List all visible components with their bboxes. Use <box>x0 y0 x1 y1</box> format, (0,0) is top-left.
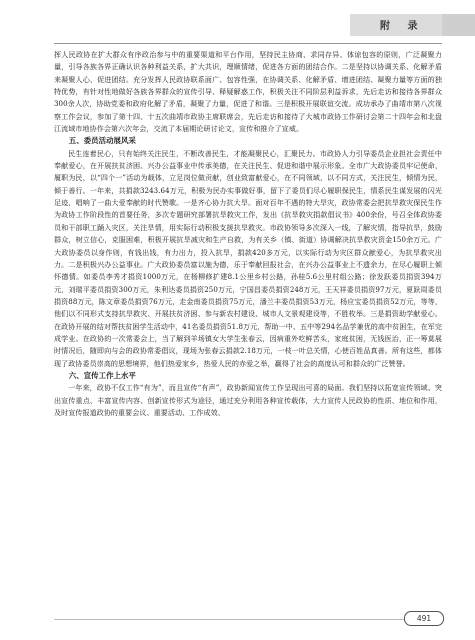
paragraph-3: 一年来，政协不仅工作“有为”，而且宣传“有声”，政协新闻宣传工作呈现出可喜的局面。我们坚持以拓宽宣传领域、突出宣传重点、丰富宣传内容、创新宣传形式为途径，通过充分利用各种宣传载体，大力宣传人民政协的性质、地位和作用，及时宣传报道政协的重要会议、重要活动、工作成效、 <box>54 383 442 417</box>
section-heading-5: 五、委员活动展风采 <box>68 136 136 146</box>
header-decoration-band <box>442 14 475 36</box>
section-heading-6: 六、宣传工作上水平 <box>68 370 136 380</box>
header-rule <box>54 43 442 44</box>
footer-rule <box>54 619 404 620</box>
paragraph-2: 民生连着民心，只有始终关注民生，不断改善民生，才能凝聚民心，汇聚民力。市政协人力引导委员企业担社会责任中奉献爱心，在开展扶贫济困、兴办公益事业中传承美德，在关注民生、促进和谐中展示形象。全市广大政协委员牢记使命，履职为民，以“四个一”活动为载体，立足岗位做贡献，创业致富献爱心，在不同领域，以不同方式，关注民生，倾情为民，倾于善行。一年来，共捐款3243.64万元，积极为民办实事做好事，留下了委员们尽心履职保民生，情系民生谋发展的闪光足迹，唱响了一曲大爱奉献的时代赞歌。一是齐心协力抗大旱。面对百年不遇的特大旱灾，政协常委会把抗旱救灾保民生作为政协工作阶段性的首要任务，多次专题研究部署抗旱救灾工作，发出《抗旱救灾捐款倡议书》400余份，号召全体政协委员和干部职工踊入灾区，关注旱情，用实际行动积极支援抗旱救灾。市政协领导多次深入一线，了解灾情，指导抗旱，鼓励群众，树立信心，克服困难，积极开展抗旱减灾和生产自救，为有关乡（镇、街道）协调解决抗旱救灾资金150余万元。广大政协委员以身作则，有钱出钱，有力出力，投入抗旱，捐款420多万元，以实际行动为灾区群众献爱心，为抗旱救灾出力。二是积极兴办公益事业。广大政协委员富以施为德，乐于奉献回报社会，在兴办公益事业上不遗余力，在尽心履职上倾怀德情。如委员李秀才捐资1000万元，在杨柳修扩建8.1公里乡村公路，孙桂5.6公里村组公路；徐发跃委员捐资394万元，刘瑞平委员捐资300万元，朱利达委员捐资250万元，宁国昌委员捐资248万元，王天祥委员捐资97万元，夏跃周委员捐资88万元，陈文章委员捐资76万元，走金南委员捐资75万元，潘兰丰委员捐资53万元，杨应宝委员捐资52万元，等等，他们以不同形式支持抗旱救灾、开展扶贫济困、参与新农村建设、城市人文景观建设等，不胜枚举。三是捐资助学献爱心。在政协开展的结对帮扶贫困学生活动中，41名委员捐资51.8万元，帮助一中、五中等294名品学兼优的高中贫困生，在军完成学业。在政协的一次常委会上，当了解到羊场镇女大学生张春云，因病重外吃鲜苦头，家庭贫困，无钱医治，正一筹莫展时情况后，随即向与会的政协常委倡议，现场为张春云捐款2.18万元，一枝一叶总关情，心使百姓品真善。所有这些，都体现了政协委员崇高的思想境界，他们热爱家乡，热爱人民的赤爱之举，赢得了社会的高度认可和群众的广泛赞誉。 <box>54 148 442 368</box>
page-number: 491 <box>404 611 444 626</box>
section-label: 附 录 <box>380 21 425 32</box>
paragraph-1: 挥人民政协在扩大群众有序政治参与中的重要渠道和平台作用，坚持民主协商、求同存异、体谅包容的原则，广泛凝聚力量，引导各族各界正确认识各种利益关系，扩大共识，理顺情绪，促进各方面的团结合作。二是坚持以协调关系、化解矛盾来凝聚人心、促进团结。充分发挥人民政协联系面广、包容性强，在协调关系、化解矛盾、增进团结、凝聚力量等方面的独特优势，有针对性地做好各族各界群众的宣传引导、释疑解惑工作，积极关注不同阶层利益诉求，先后走访和接待各界群众300余人次，协助党委和政府化解了矛盾，凝聚了力量，促进了和谐。三是积极开展联谊交流。成功承办了曲靖市第八次视察工作会议，参加了第十四、十五次曲靖市政协主席联席会，先后走访和接待了大城市政协工作研讨会第二十四年会和北盘江流域市地协作会第六次年会，交流了本届期论研讨论文，宣传和推介了宣威。 <box>54 50 442 134</box>
running-header <box>0 0 475 50</box>
article-body <box>54 49 442 419</box>
